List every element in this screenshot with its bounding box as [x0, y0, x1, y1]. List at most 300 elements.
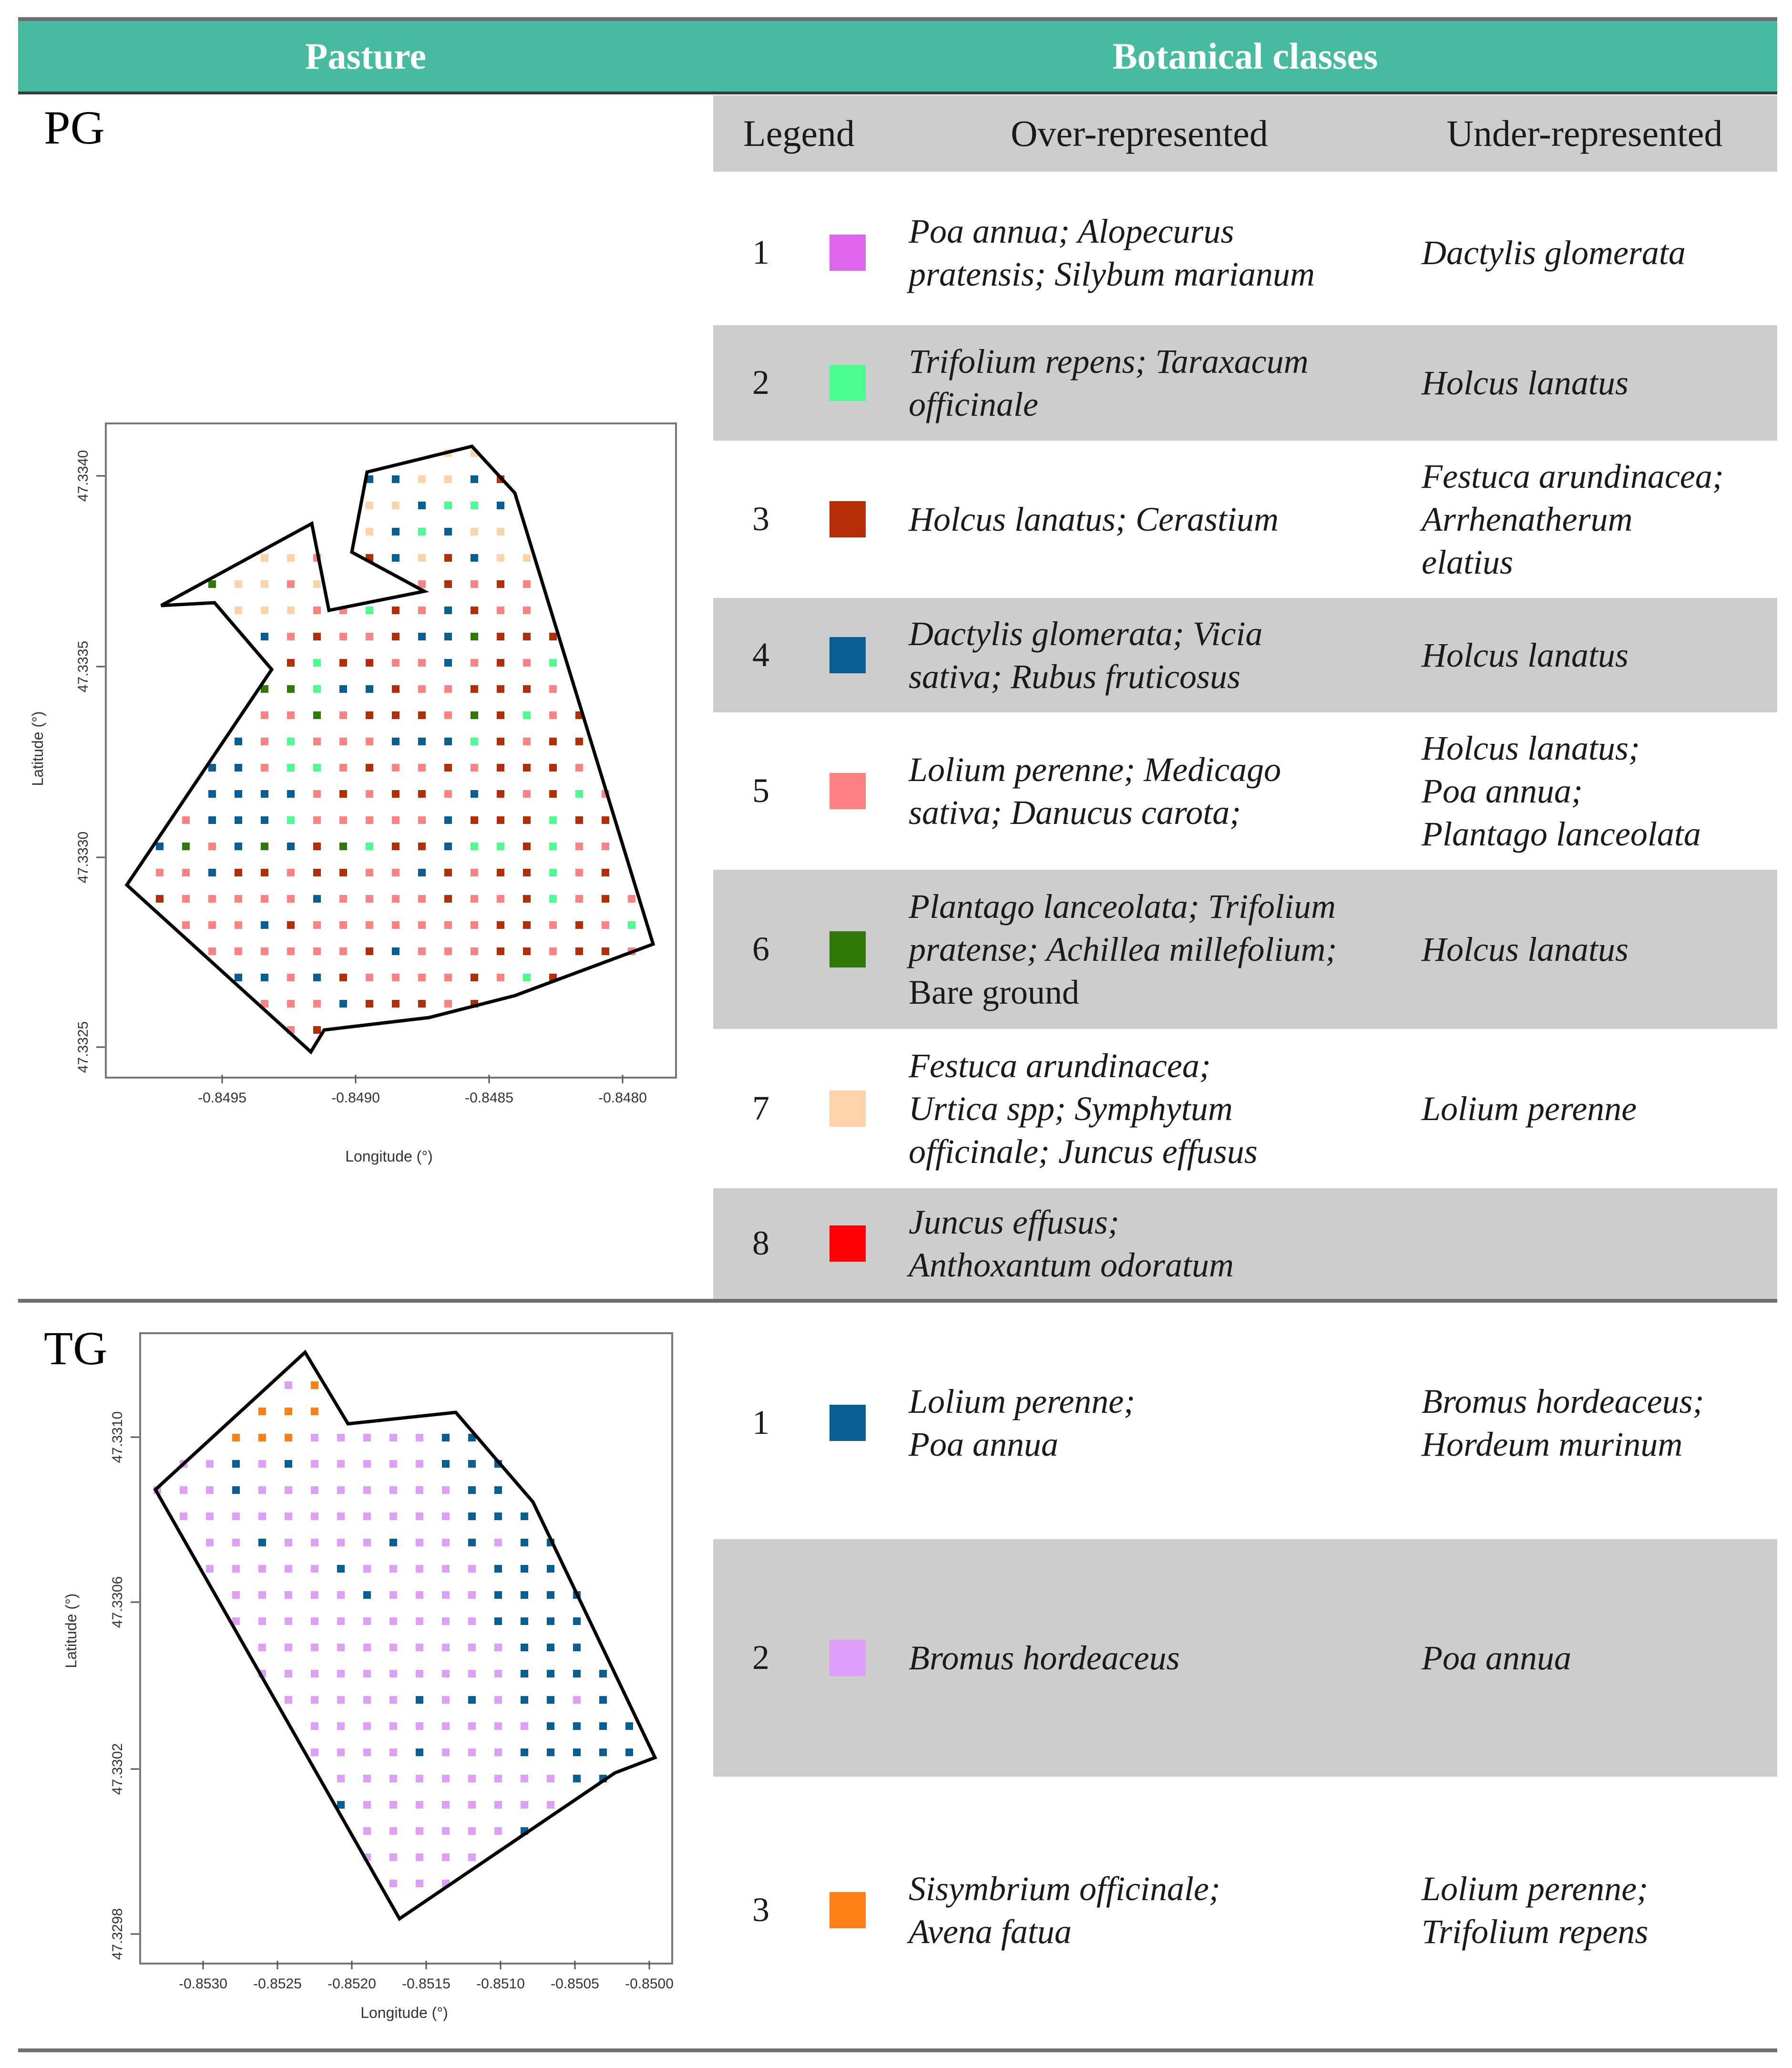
- y-axis-label: Latitude (°): [62, 1593, 80, 1668]
- sample-point: [442, 1434, 450, 1441]
- over-represented-line: Lolium perenne;: [909, 1382, 1136, 1420]
- section-label-tg: TG: [44, 1322, 108, 1375]
- under-represented-cell: [1422, 1307, 1774, 1539]
- under-represented-line: Hordeum murinum: [1422, 1425, 1683, 1463]
- sample-point: [547, 1670, 554, 1677]
- sample-point: [389, 1670, 397, 1677]
- sample-point: [285, 1617, 292, 1625]
- sample-point: [337, 1696, 345, 1704]
- sample-point: [521, 1801, 528, 1809]
- bottom-rule: [18, 2048, 1777, 2052]
- sample-point: [258, 1486, 266, 1494]
- class-number: 1: [752, 1403, 769, 1441]
- sample-point: [442, 1801, 450, 1809]
- x-tick-label: -0.8520: [328, 1976, 376, 1992]
- sample-point: [311, 1722, 318, 1730]
- sample-point: [494, 1644, 502, 1651]
- under-represented-cell: [1422, 181, 1774, 324]
- sample-point: [258, 1565, 266, 1573]
- sample-point: [311, 1749, 318, 1756]
- sample-point: [389, 1539, 397, 1546]
- over-represented-cell: [909, 1777, 1395, 2044]
- sample-point: [311, 1381, 318, 1389]
- under-represented-cell: [1422, 441, 1774, 598]
- sample-point: [442, 1853, 450, 1861]
- sample-point: [547, 1722, 554, 1730]
- sample-point: [442, 1827, 450, 1835]
- y-tick-label: 47.3302: [110, 1743, 125, 1795]
- x-tick-label: -0.8525: [253, 1976, 302, 1992]
- class-color-swatch: [829, 501, 866, 537]
- under-represented-line: Poa annua: [1422, 1639, 1571, 1677]
- column-header-legend: Legend: [743, 113, 855, 154]
- sample-point: [416, 1775, 423, 1782]
- sample-point: [258, 1434, 266, 1441]
- sample-point: [416, 1486, 423, 1494]
- x-axis-label: Longitude (°): [345, 1148, 433, 1165]
- class-color-swatch: [829, 365, 866, 401]
- sample-point: [285, 1644, 292, 1651]
- sample-point: [416, 1460, 423, 1468]
- class-number: 7: [752, 1089, 769, 1127]
- sample-point: [232, 1434, 240, 1441]
- sample-point: [547, 1749, 554, 1756]
- sample-point: [468, 1853, 476, 1861]
- sample-point: [416, 1853, 423, 1861]
- sample-point: [389, 1434, 397, 1441]
- under-represented-cell: [1422, 712, 1774, 870]
- x-tick-label: -0.8530: [179, 1976, 227, 1992]
- sample-point: [180, 1512, 187, 1520]
- sample-point: [442, 1512, 450, 1520]
- under-represented-cell: [1422, 1029, 1774, 1188]
- sample-point: [258, 1591, 266, 1599]
- sample-point: [363, 1749, 371, 1756]
- sample-point: [599, 1749, 607, 1756]
- sample-point: [416, 1670, 423, 1677]
- sample-point: [363, 1460, 371, 1468]
- over-represented-line: Holcus lanatus; Cerastium: [909, 500, 1279, 538]
- sample-point: [258, 1644, 266, 1651]
- sample-point: [494, 1591, 502, 1599]
- sample-point: [337, 1644, 345, 1651]
- sample-point: [468, 1591, 476, 1599]
- under-represented-cell: [1422, 325, 1774, 441]
- sample-point: [232, 1539, 240, 1546]
- under-represented-line: Festuca arundinacea;: [1422, 457, 1724, 495]
- y-tick-label: 47.3330: [75, 831, 91, 884]
- sample-point: [442, 1565, 450, 1573]
- sample-point: [389, 1853, 397, 1861]
- under-represented-line: Lolium perenne: [1422, 1090, 1637, 1128]
- under-represented-line: Holcus lanatus: [1422, 636, 1629, 674]
- class-number: 2: [752, 1638, 769, 1677]
- class-number: 3: [752, 500, 769, 538]
- sample-point: [389, 1696, 397, 1704]
- sample-point: [468, 1512, 476, 1520]
- sample-point: [468, 1801, 476, 1809]
- sample-point: [285, 1565, 292, 1573]
- under-represented-cell: [1422, 1188, 1774, 1299]
- sample-point: [337, 1801, 345, 1809]
- sample-point: [494, 1827, 502, 1835]
- sample-point: [311, 1434, 318, 1441]
- class-color-swatch: [829, 1640, 866, 1676]
- sample-point: [521, 1591, 528, 1599]
- sample-point: [468, 1644, 476, 1651]
- class-color-swatch: [829, 931, 866, 967]
- sample-point: [363, 1512, 371, 1520]
- sample-point: [521, 1644, 528, 1651]
- sample-point: [285, 1539, 292, 1546]
- sample-point: [442, 1460, 450, 1468]
- y-tick-label: 47.3310: [110, 1411, 125, 1463]
- sample-point: [363, 1434, 371, 1441]
- class-color-swatch: [829, 637, 866, 673]
- under-represented-cell: [1422, 598, 1774, 712]
- over-represented-cell: [909, 1539, 1395, 1777]
- sample-point: [232, 1512, 240, 1520]
- sample-point: [599, 1722, 607, 1730]
- column-header-over: Over-represented: [1011, 113, 1268, 154]
- sample-point: [337, 1486, 345, 1494]
- sample-point: [311, 1696, 318, 1704]
- class-color-swatch: [829, 1091, 866, 1127]
- class-row: [713, 441, 1777, 598]
- sample-point: [573, 1670, 581, 1677]
- sample-point: [416, 1722, 423, 1730]
- sample-point: [389, 1591, 397, 1599]
- sample-point: [285, 1670, 292, 1677]
- sample-point: [337, 1670, 345, 1677]
- over-represented-line: Dactylis glomerata; Vicia: [909, 615, 1263, 653]
- section-label-pg: PG: [44, 101, 105, 154]
- sample-point: [389, 1749, 397, 1756]
- sample-point: [206, 1539, 214, 1546]
- over-represented-line: pratense; Achillea millefolium;: [909, 930, 1337, 968]
- sample-point: [389, 1880, 397, 1887]
- sample-point: [337, 1722, 345, 1730]
- sample-point: [416, 1617, 423, 1625]
- sample-point: [311, 1617, 318, 1625]
- under-represented-line: elatius: [1422, 543, 1513, 581]
- over-represented-line: Festuca arundinacea;: [909, 1047, 1211, 1085]
- pasture-boundary: [155, 1352, 655, 1919]
- over-represented-line: officinale; Juncus effusus: [909, 1132, 1258, 1171]
- sample-point: [494, 1696, 502, 1704]
- x-tick-label: -0.8500: [625, 1976, 674, 1992]
- sample-point: [232, 1460, 240, 1468]
- class-row: [713, 181, 1777, 324]
- sample-point: [468, 1460, 476, 1468]
- over-represented-cell: [909, 325, 1395, 441]
- over-represented-line: sativa; Danucus carota;: [909, 793, 1241, 832]
- sample-point: [232, 1565, 240, 1573]
- sample-point: [389, 1644, 397, 1651]
- sample-point: [468, 1539, 476, 1546]
- under-represented-cell: [1422, 870, 1774, 1029]
- x-tick-label: -0.8510: [476, 1976, 525, 1992]
- x-axis-label: Longitude (°): [360, 2004, 448, 2021]
- sample-point: [416, 1827, 423, 1835]
- y-tick-label: 47.3335: [75, 640, 91, 693]
- sample-point: [337, 1460, 345, 1468]
- header-pasture: Pasture: [305, 35, 427, 77]
- sample-point: [363, 1486, 371, 1494]
- sample-point: [285, 1460, 292, 1468]
- under-represented-cell: [1422, 1539, 1774, 1777]
- over-represented-line: Bare ground: [909, 973, 1079, 1011]
- sample-point: [389, 1775, 397, 1782]
- sample-point: [258, 1617, 266, 1625]
- over-represented-cell: [909, 1188, 1395, 1299]
- sample-point: [258, 1460, 266, 1468]
- sample-point: [521, 1617, 528, 1625]
- sample-point: [232, 1591, 240, 1599]
- sample-point: [232, 1486, 240, 1494]
- class-number: 4: [752, 636, 769, 674]
- sample-point: [416, 1644, 423, 1651]
- sample-point: [494, 1512, 502, 1520]
- sample-point: [363, 1539, 371, 1546]
- sample-point: [547, 1696, 554, 1704]
- sample-point: [363, 1565, 371, 1573]
- over-represented-cell: [909, 598, 1395, 712]
- sample-point: [468, 1486, 476, 1494]
- sample-point: [285, 1512, 292, 1520]
- sample-point: [363, 1670, 371, 1677]
- y-axis-label: Latitude (°): [29, 711, 46, 786]
- class-row: [713, 1307, 1777, 1539]
- under-represented-line: Lolium perenne;: [1422, 1870, 1649, 1908]
- sample-points: [154, 1381, 633, 1887]
- sample-point: [599, 1696, 607, 1704]
- sample-point: [416, 1512, 423, 1520]
- x-tick-label: -0.8490: [331, 1090, 380, 1106]
- sample-point: [625, 1722, 633, 1730]
- sample-point: [363, 1696, 371, 1704]
- sample-point: [416, 1696, 423, 1704]
- sample-point: [337, 1539, 345, 1546]
- sample-point: [468, 1565, 476, 1573]
- over-represented-line: Bromus hordeaceus: [909, 1639, 1180, 1677]
- sample-point: [206, 1460, 214, 1468]
- sample-point: [625, 1749, 633, 1756]
- sample-point: [285, 1434, 292, 1441]
- sample-point: [494, 1565, 502, 1573]
- sample-point: [494, 1670, 502, 1677]
- sample-point: [521, 1565, 528, 1573]
- sample-point: [573, 1722, 581, 1730]
- sample-point: [468, 1749, 476, 1756]
- header-botanical-classes: Botanical classes: [1112, 35, 1378, 77]
- over-represented-line: Urtica spp; Symphytum: [909, 1090, 1233, 1128]
- sample-point: [442, 1591, 450, 1599]
- class-number: 2: [752, 363, 769, 401]
- sample-point: [311, 1408, 318, 1415]
- class-color-swatch: [829, 773, 866, 809]
- sample-point: [416, 1434, 423, 1441]
- x-tick-label: -0.8495: [198, 1090, 246, 1106]
- class-row: [713, 325, 1777, 441]
- x-tick-label: -0.8485: [465, 1090, 513, 1106]
- sample-point: [180, 1486, 187, 1494]
- sample-point: [521, 1696, 528, 1704]
- over-represented-cell: [909, 712, 1395, 870]
- sample-point: [521, 1775, 528, 1782]
- sample-point: [363, 1775, 371, 1782]
- sample-point: [206, 1512, 214, 1520]
- sample-point: [389, 1460, 397, 1468]
- sample-point: [442, 1539, 450, 1546]
- tg-map: [0, 0, 715, 2068]
- sample-point: [494, 1486, 502, 1494]
- sample-point: [337, 1565, 345, 1573]
- sample-point: [521, 1749, 528, 1756]
- class-number: 3: [752, 1891, 769, 1929]
- sample-point: [547, 1617, 554, 1625]
- over-represented-line: Anthoxantum odoratum: [909, 1246, 1234, 1284]
- x-tick-label: -0.8505: [551, 1976, 599, 1992]
- sample-point: [416, 1801, 423, 1809]
- under-represented-line: Arrhenatherum: [1422, 500, 1633, 538]
- sample-point: [258, 1512, 266, 1520]
- over-represented-line: Juncus effusus;: [909, 1203, 1119, 1241]
- class-color-swatch: [829, 1405, 866, 1441]
- over-represented-line: Trifolium repens; Taraxacum: [909, 342, 1309, 381]
- sample-point: [416, 1749, 423, 1756]
- sample-point: [363, 1644, 371, 1651]
- under-represented-line: Plantago lanceolata: [1422, 815, 1701, 853]
- sample-point: [573, 1775, 581, 1782]
- sample-point: [337, 1749, 345, 1756]
- sample-point: [442, 1670, 450, 1677]
- sample-point: [547, 1775, 554, 1782]
- under-represented-line: Bromus hordeaceus;: [1422, 1382, 1704, 1420]
- sample-point: [285, 1381, 292, 1389]
- sample-point: [363, 1827, 371, 1835]
- y-tick-label: 47.3298: [110, 1908, 125, 1960]
- class-number: 6: [752, 930, 769, 968]
- over-represented-cell: [909, 441, 1395, 598]
- over-represented-line: sativa; Rubus fruticosus: [909, 658, 1240, 696]
- sample-point: [311, 1512, 318, 1520]
- sample-point: [389, 1512, 397, 1520]
- sample-point: [337, 1775, 345, 1782]
- sample-point: [285, 1486, 292, 1494]
- sample-point: [311, 1460, 318, 1468]
- under-represented-line: Holcus lanatus: [1422, 930, 1629, 968]
- sample-point: [442, 1775, 450, 1782]
- sample-point: [337, 1617, 345, 1625]
- sample-point: [468, 1722, 476, 1730]
- sample-point: [389, 1486, 397, 1494]
- sample-point: [442, 1617, 450, 1625]
- sample-point: [416, 1539, 423, 1546]
- sample-point: [521, 1512, 528, 1520]
- sample-point: [363, 1801, 371, 1809]
- sample-point: [547, 1591, 554, 1599]
- sample-point: [442, 1696, 450, 1704]
- over-represented-line: officinale: [909, 385, 1038, 423]
- class-color-swatch: [829, 1225, 866, 1262]
- y-tick-label: 47.3306: [110, 1576, 125, 1628]
- under-represented-line: Dactylis glomerata: [1422, 234, 1686, 272]
- class-color-swatch: [829, 1892, 866, 1928]
- class-row: [713, 1777, 1777, 2044]
- sample-point: [494, 1801, 502, 1809]
- sample-point: [521, 1670, 528, 1677]
- under-represented-line: Trifolium repens: [1422, 1913, 1649, 1951]
- sample-point: [521, 1722, 528, 1730]
- under-represented-line: Holcus lanatus;: [1422, 729, 1640, 767]
- class-number: 1: [752, 233, 769, 271]
- class-number: 5: [752, 772, 769, 810]
- sample-point: [494, 1775, 502, 1782]
- over-represented-cell: [909, 870, 1395, 1029]
- sample-point: [337, 1591, 345, 1599]
- sample-point: [258, 1408, 266, 1415]
- sample-point: [311, 1670, 318, 1677]
- y-tick-label: 47.3340: [75, 450, 91, 502]
- sample-point: [416, 1591, 423, 1599]
- sample-point: [468, 1827, 476, 1835]
- sample-point: [547, 1644, 554, 1651]
- sample-point: [389, 1722, 397, 1730]
- sample-point: [468, 1617, 476, 1625]
- class-row: [713, 1539, 1777, 1777]
- sample-point: [521, 1539, 528, 1546]
- class-row: [713, 598, 1777, 712]
- sample-point: [599, 1670, 607, 1677]
- over-represented-line: Poa annua: [909, 1425, 1058, 1463]
- over-represented-cell: [909, 1307, 1395, 1539]
- sample-point: [337, 1512, 345, 1520]
- sample-point: [416, 1565, 423, 1573]
- sample-point: [389, 1827, 397, 1835]
- over-represented-line: Lolium perenne; Medicago: [909, 751, 1281, 789]
- over-represented-line: Poa annua; Alopecurus: [909, 212, 1234, 250]
- sample-point: [311, 1486, 318, 1494]
- class-row: [713, 712, 1777, 870]
- sample-point: [573, 1749, 581, 1756]
- sample-point: [494, 1539, 502, 1546]
- over-represented-line: Sisymbrium officinale;: [909, 1870, 1220, 1908]
- sample-point: [494, 1722, 502, 1730]
- class-row: [713, 1029, 1777, 1188]
- class-row: [713, 1188, 1777, 1299]
- over-represented-cell: [909, 181, 1395, 324]
- sample-point: [442, 1749, 450, 1756]
- sample-point: [389, 1617, 397, 1625]
- over-represented-line: pratensis; Silybum marianum: [909, 255, 1315, 293]
- sample-point: [285, 1696, 292, 1704]
- sample-point: [442, 1722, 450, 1730]
- under-represented-cell: [1422, 1777, 1774, 2044]
- sample-point: [311, 1565, 318, 1573]
- sample-point: [468, 1670, 476, 1677]
- over-represented-line: Plantago lanceolata; Trifolium: [909, 887, 1336, 926]
- sample-point: [363, 1591, 371, 1599]
- sample-point: [468, 1775, 476, 1782]
- sample-point: [494, 1749, 502, 1756]
- x-tick-label: -0.8515: [402, 1976, 451, 1992]
- sample-point: [389, 1801, 397, 1809]
- sample-point: [468, 1696, 476, 1704]
- sample-point: [573, 1644, 581, 1651]
- sample-point: [311, 1539, 318, 1546]
- sample-point: [206, 1565, 214, 1573]
